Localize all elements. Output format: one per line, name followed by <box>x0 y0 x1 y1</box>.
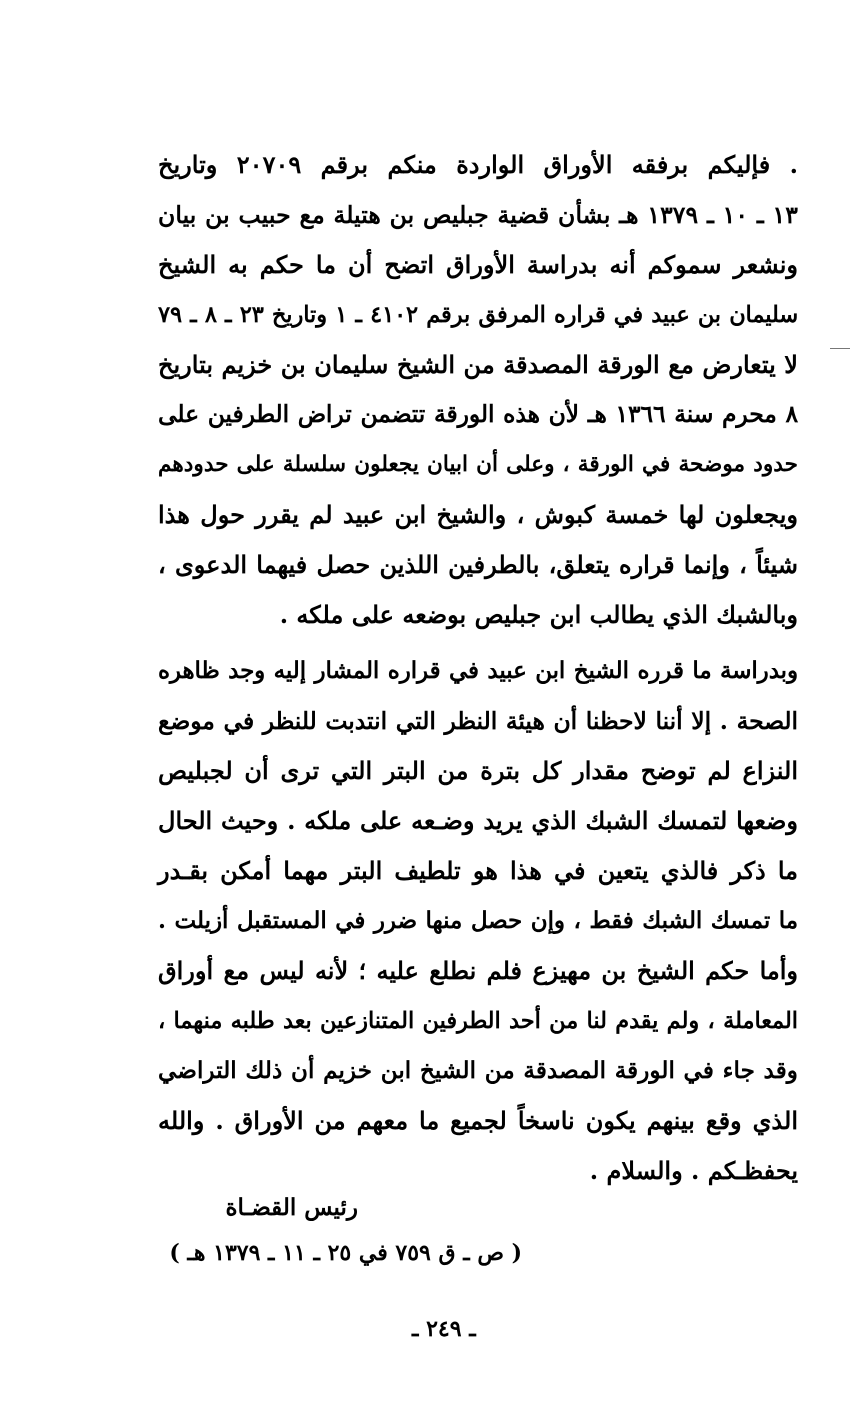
paragraph-line: يحفظـكم . والسلام . <box>589 1156 798 1185</box>
letter-paragraph-1 <box>158 140 798 640</box>
margin-mark <box>830 348 850 349</box>
paragraph-line: وبالشبك الذي يطالب ابن جبليص بوضعه على ملكه . <box>279 600 798 629</box>
paragraph-line: ٨ محرم سنة ١٣٦٦ هـ لأن هذه الورقة تتضمن تراض الطرفين على <box>158 401 798 428</box>
paragraph-line: ويجعلون لها خمسة كبوش ، والشيخ ابن عبيد لم يقرر حول هذا <box>158 500 798 529</box>
paragraph-line: سليمان بن عبيد في قراره المرفق برقم ٤١٠٢ ـ ١ وتاريخ ٢٣ ـ ٨ ـ ٧٩ <box>158 302 798 328</box>
letter-paragraph-2 <box>158 646 798 1196</box>
paragraph-line: النزاع لم توضح مقدار كل بترة من البتر التي ترى أن لجبليص <box>158 756 799 785</box>
paragraph-line: ونشعر سموكم أنه بدراسة الأوراق اتضح أن ما حكم به الشيخ <box>158 250 799 279</box>
signature-title: رئيس القضـاة <box>225 1194 358 1221</box>
paragraph-line: ١٣ ـ ١٠ ـ ١٣٧٩ هـ بشأن قضية جبليص بن هتيلة مع حبيب بن بيان <box>158 201 799 229</box>
paragraph-line: لا يتعارض مع الورقة المصدقة من الشيخ سليمان بن خزيم بتاريخ <box>158 350 798 379</box>
paragraph-line: وأما حكم الشيخ بن مهيزع فلم نطلع عليه ؛ لأنه ليس مع أوراق <box>158 956 798 985</box>
paragraph-line: ما تمسك الشبك فقط ، وإن حصل منها ضرر في المستقبل أزيلت . <box>158 907 798 934</box>
paragraph-line: ما ذكر فالذي يتعين في هذا هو تلطيف البتر مهما أمكن بقـدر <box>158 856 798 885</box>
page-number: ـ ٢٤٩ ـ <box>412 1316 476 1342</box>
paragraph-line: حدود موضحة في الورقة ، وعلى أن ابيان يجعلون سلسلة على حدودهم <box>158 452 798 477</box>
paragraph-line: . فإليكم برفقه الأوراق الواردة منكم برقم ٢٠٧٠٩ وتاريخ <box>158 150 798 179</box>
reference-number: ( ص ـ ق ٧٥٩ في ٢٥ ـ ١١ ـ ١٣٧٩ هـ ) <box>169 1240 522 1266</box>
paragraph-line: وقد جاء في الورقة المصدقة من الشيخ ابن خزيم أن ذلك التراضي <box>158 1057 798 1084</box>
paragraph-line: وضعها لتمسك الشبك الذي يريد وضـعه على ملكه . وحيث الحال <box>158 806 798 835</box>
paragraph-line: شيئاً ، وإنما قراره يتعلق، بالطرفين اللذين حصل فيهما الدعوى ، <box>158 550 798 579</box>
paragraph-line: الذي وقع بينهم يكون ناسخاً لجميع ما معهم من الأوراق . والله <box>158 1106 798 1135</box>
paragraph-line: الصحة . إلا أننا لاحظنا أن هيئة النظر التي انتدبت للنظر في موضع <box>158 707 798 735</box>
paragraph-line: المعاملة ، ولم يقدم لنا من أحد الطرفين المتنازعين بعد طلبه منهما ، <box>158 1008 798 1034</box>
paragraph-line: وبدراسة ما قرره الشيخ ابن عبيد في قراره المشار إليه وجد ظاهره <box>158 658 798 684</box>
